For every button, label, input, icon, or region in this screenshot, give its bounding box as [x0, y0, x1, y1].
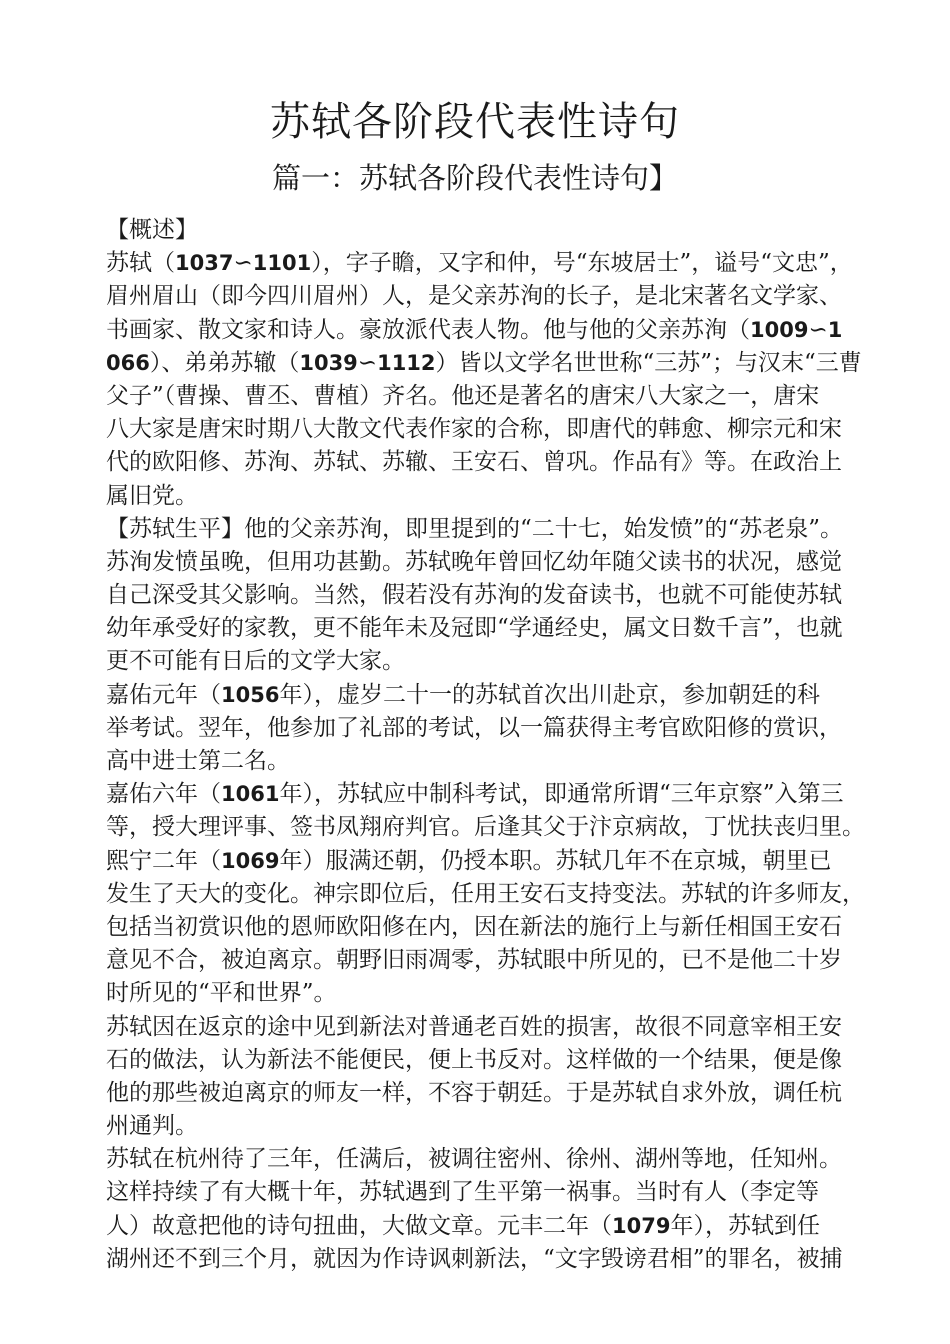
text-line: 人）故意把他的诗句扭曲，大做文章。元丰二年（1079年），苏轼到任 — [106, 1212, 820, 1239]
text-line: 举考试。翌年，他参加了礼部的考试，以一篇获得主考官欧阳修的赏识， — [106, 714, 842, 741]
text-line: 湖州还不到三个月，就因为作诗讽刺新法，“文字毁谤君相”的罪名，被捕 — [106, 1245, 843, 1272]
text-line: 自己深受其父影响。当然，假若没有苏洵的发奋读书，也就不可能使苏轼 — [106, 582, 842, 609]
text-line: 高中进士第二名。 — [106, 748, 290, 774]
text-line: 这样持续了有大概十年，苏轼遇到了生平第一祸事。当时有人（李定等 — [106, 1179, 819, 1206]
text-line: 父子”（曹操、曹丕、曹植）齐名。他还是著名的唐宋八大家之一，唐宋 — [106, 382, 820, 409]
text-line: 书画家、散文家和诗人。豪放派代表人物。他与他的父亲苏洵（1009∽1 — [106, 316, 843, 343]
text-line: 等，授大理评事、签书凤翔府判官。后逢其父于汴京病故，丁忧扶丧归里。 — [106, 814, 865, 841]
text-line: 八大家是唐宋时期八大散文代表作家的合称，即唐代的韩愈、柳宗元和宋 — [106, 416, 842, 443]
text-line: 苏轼（1037∽1101），字子瞻，又字和仲，号“东坡居士”，谥号“文忠”， — [106, 250, 853, 277]
text-line: 【苏轼生平】他的父亲苏洵，即里提到的“二十七，始发愤”的“苏老泉”。 — [106, 515, 844, 542]
text-line: 幼年承受好的家教，更不能年未及冠即“学通经史，属文日数千言”，也就 — [106, 615, 843, 642]
document-title: 苏轼各阶段代表性诗句 — [270, 99, 680, 145]
text-line: 包括当初赏识他的恩师欧阳修在内，因在新法的施行上与新任相国王安石 — [106, 913, 842, 940]
text-line: 时所见的“平和世界”。 — [106, 980, 337, 1007]
text-line: 更不可能有日后的文学大家。 — [106, 648, 405, 675]
document-body — [106, 214, 926, 1276]
text-line: 眉州眉山（即今四川眉州）人，是父亲苏洵的长子，是北宋著名文学家、 — [106, 283, 842, 310]
text-line: 嘉佑元年（1056年），虚岁二十一的苏轼首次出川赴京，参加朝廷的科 — [106, 681, 820, 708]
document-subtitle: 篇一：苏轼各阶段代表性诗句】 — [271, 161, 678, 195]
text-line: 苏洵发愤虽晚，但用功甚勤。苏轼晚年曾回忆幼年随父读书的状况，感觉 — [106, 548, 842, 575]
text-line: 苏轼在杭州待了三年，任满后，被调往密州、徐州、湖州等地，任知州。 — [106, 1146, 842, 1173]
text-line: 嘉佑六年（1061年），苏轼应中制科考试，即通常所谓“三年京察”入第三 — [106, 781, 844, 808]
text-line: 发生了天大的变化。神宗即位后，任用王安石支持变法。苏轼的许多师友， — [106, 880, 865, 907]
text-line: 熙宁二年（1069年）服满还朝，仍授本职。苏轼几年不在京城，朝里已 — [106, 847, 832, 874]
text-line: 意见不合，被迫离京。朝野旧雨凋零，苏轼眼中所见的，已不是他二十岁 — [106, 947, 842, 974]
text-line: 石的做法，认为新法不能便民，便上书反对。这样做的一个结果，便是像 — [106, 1046, 842, 1073]
text-line: 属旧党。 — [106, 482, 198, 509]
text-line: 他的那些被迫离京的师友一样，不容于朝廷。于是苏轼自求外放，调任杭 — [106, 1079, 842, 1106]
text-line: 苏轼因在返京的途中见到新法对普通老百姓的损害，故很不同意宰相王安 — [106, 1013, 842, 1040]
text-line: 【概述】 — [106, 217, 198, 243]
text-line: 066）、弟弟苏辙（1039∽1112）皆以文学名世世称“三苏”；与汉末“三曹 — [106, 349, 862, 376]
text-line: 代的欧阳修、苏洵、苏轼、苏辙、王安石、曾巩。作品有》等。在政治上 — [106, 449, 842, 476]
text-line: 州通判。 — [106, 1113, 198, 1140]
